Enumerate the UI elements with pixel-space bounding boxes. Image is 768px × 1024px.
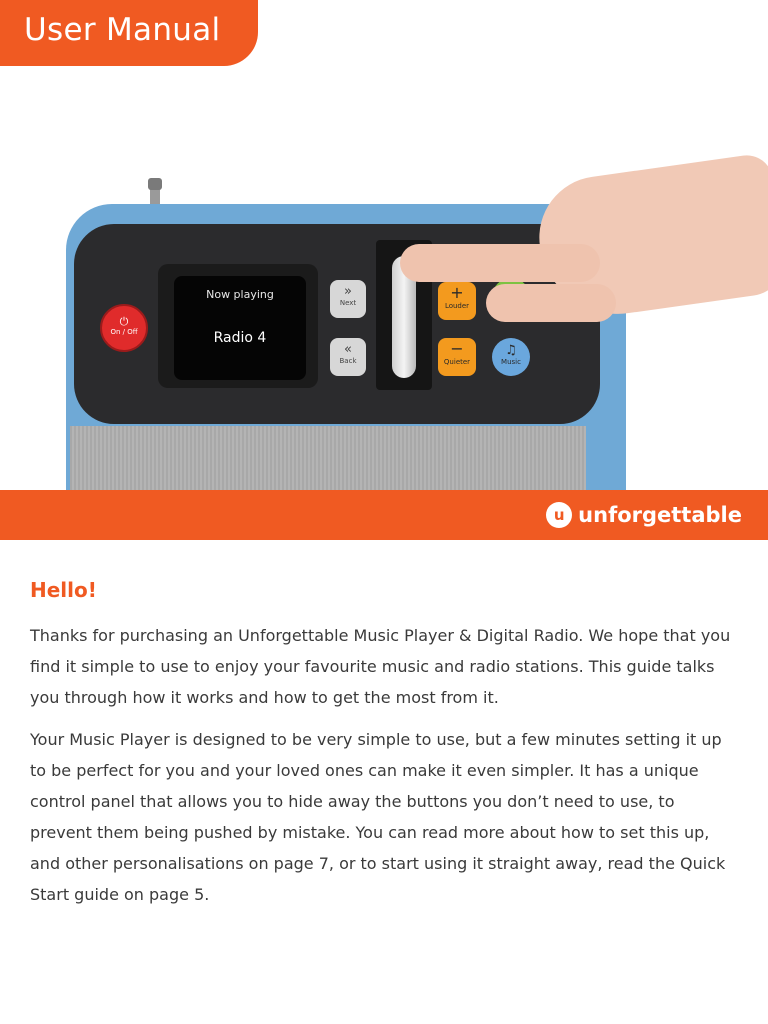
- minus-icon: −: [450, 339, 464, 358]
- power-button: [100, 304, 148, 352]
- next-label: Next: [339, 299, 357, 307]
- display-screen: [174, 276, 306, 380]
- station-name: Radio 4: [213, 330, 267, 346]
- music-button: [492, 338, 530, 376]
- brand-logo: [546, 502, 742, 528]
- hand-index-finger: [400, 244, 600, 282]
- back-label: Back: [339, 357, 357, 365]
- fast-forward-icon: »: [344, 284, 352, 299]
- antenna-cap: [148, 178, 162, 190]
- page-title: User Manual: [24, 12, 221, 48]
- music-note-icon: ♫: [505, 343, 517, 358]
- greeting-heading: Hello!: [30, 578, 97, 602]
- hand-middle-finger: [486, 284, 616, 322]
- brand-logo-icon: u: [546, 502, 572, 528]
- power-icon: ⏻: [119, 315, 129, 328]
- power-label: On / Off: [110, 328, 138, 337]
- intro-paragraph: Thanks for purchasing an Unforgettable Music Player & Digital Radio. We hope that you find it simple to use to enjoy your favourite music and radio stations. This guide talks you through how it works and how to get the most from it.: [30, 626, 731, 707]
- product-illustration: [66, 152, 768, 490]
- brand-name: unforgettable: [578, 503, 742, 527]
- louder-label: Louder: [444, 302, 470, 310]
- now-playing-label: Now playing: [206, 288, 274, 301]
- music-label: Music: [501, 358, 521, 366]
- next-button: [330, 280, 366, 318]
- title-tab: [0, 0, 258, 66]
- plus-icon: +: [450, 283, 464, 302]
- setup-paragraph: Your Music Player is designed to be very simple to use, but a few minutes setting it up to be perfect for you and your loved ones can make it even simpler. It has a unique control panel that allows you to hide away the buttons you don’t need to use, to prevent them being pushed by mistake. You can read more about how to set this up, and other personalisations on page 7, or to start using it straight away, read the Quick Start guide on page 5.: [30, 730, 726, 904]
- back-button: [330, 338, 366, 376]
- brand-banner: [0, 490, 768, 540]
- louder-button: [438, 282, 476, 320]
- speaker-grille: [70, 426, 586, 490]
- quieter-label: Quieter: [443, 358, 471, 366]
- quieter-button: [438, 338, 476, 376]
- rewind-icon: «: [344, 342, 352, 357]
